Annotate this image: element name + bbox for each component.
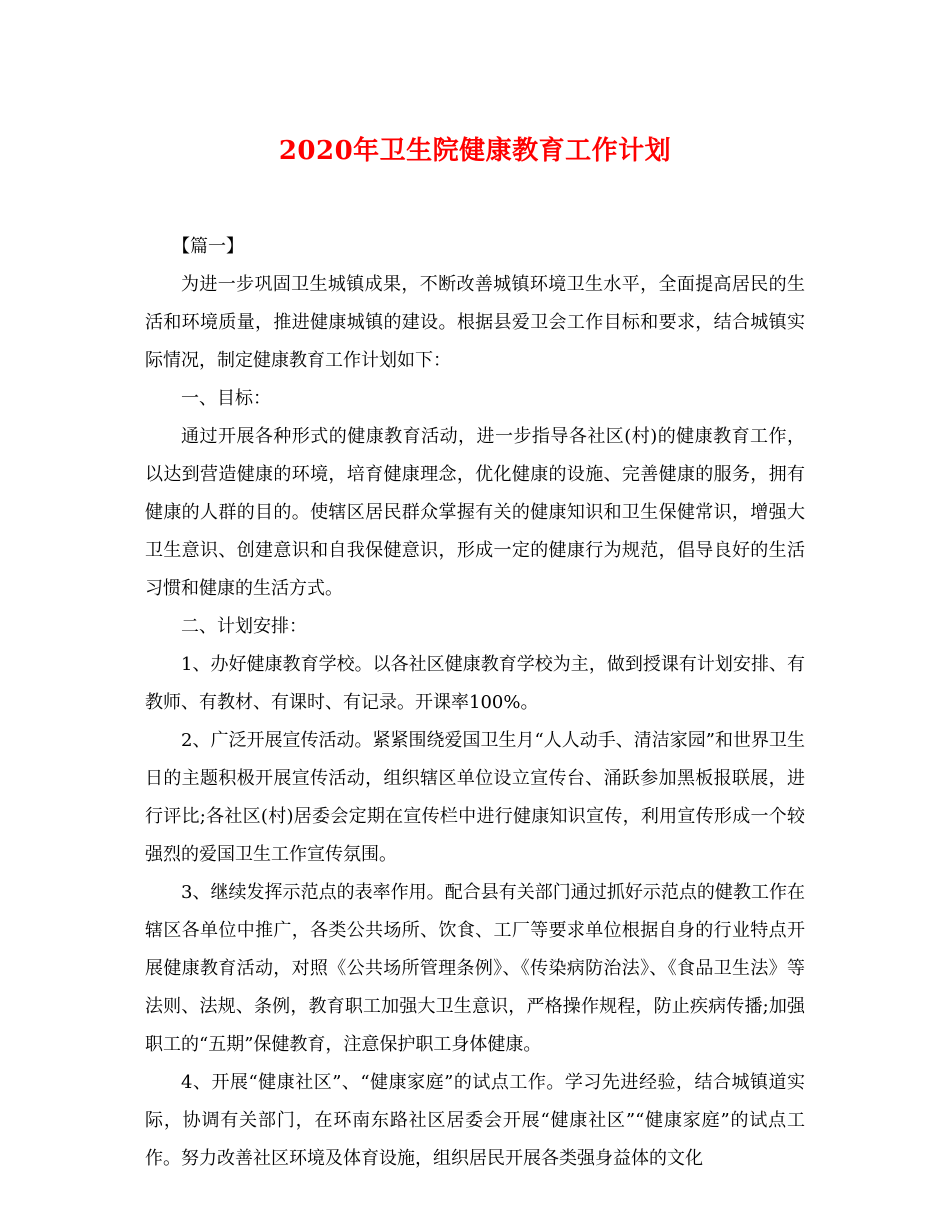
document-body	[145, 228, 805, 1178]
heading-plan: 二、计划安排：	[181, 616, 307, 637]
plan-item-3: 3、继续发挥示范点的表率作用。配合县有关部门通过抓好示范点的健教工作在辖区各单位中推广，各类公共场所、饮食、工厂等要求单位根据自身的行业特点开展健康教育活动，对照《公共场所管理条例》、《传染病防治法》、《食品卫生法》等法则、法规、条例，教育职工加强大卫生意识，严格操作规程，防止疾病传播;加强职工的“五期”保健教育，注意保护职工身体健康。	[145, 882, 805, 1055]
page-title: 2020年卫生院健康教育工作计划	[278, 136, 672, 166]
plan-item-4: 4、开展“健康社区”、“健康家庭”的试点工作。学习先进经验，结合城镇道实际，协调有关部门，在环南东路社区居委会开展“健康社区”“健康家庭”的试点工作。努力改善社区环境及体育设施，组织居民开展各类强身益体的文化	[145, 1072, 805, 1169]
plan-item-2: 2、广泛开展宣传活动。紧紧围绕爱国卫生月“人人动手、清洁家园”和世界卫生日的主题积极开展宣传活动，组织辖区单位设立宣传台、涌跃参加黑板报联展，进行评比;各社区(村)居委会定期在宣传栏中进行健康知识宣传，利用宣传形成一个较强烈的爱国卫生工作宣传氛围。	[145, 730, 805, 865]
section-label: 【篇一】	[172, 236, 244, 257]
paragraph-intro: 为进一步巩固卫生城镇成果，不断改善城镇环境卫生水平，全面提高居民的生活和环境质量，推进健康城镇的建设。根据县爱卫会工作目标和要求，结合城镇实际情况，制定健康教育工作计划如下：	[145, 274, 805, 371]
heading-goals: 一、目标：	[181, 388, 271, 409]
paragraph-goals: 通过开展各种形式的健康教育活动，进一步指导各社区(村)的健康教育工作，以达到营造健康的环境，培育健康理念，优化健康的设施、完善健康的服务，拥有健康的人群的目的。使辖区居民群众掌握有关的健康知识和卫生保健常识，增强大卫生意识、创建意识和自我保健意识，形成一定的健康行为规范，倡导良好的生活习惯和健康的生活方式。	[145, 426, 805, 599]
plan-item-1: 1、办好健康教育学校。以各社区健康教育学校为主，做到授课有计划安排、有教师、有教材、有课时、有记录。开课率100%。	[145, 654, 805, 713]
